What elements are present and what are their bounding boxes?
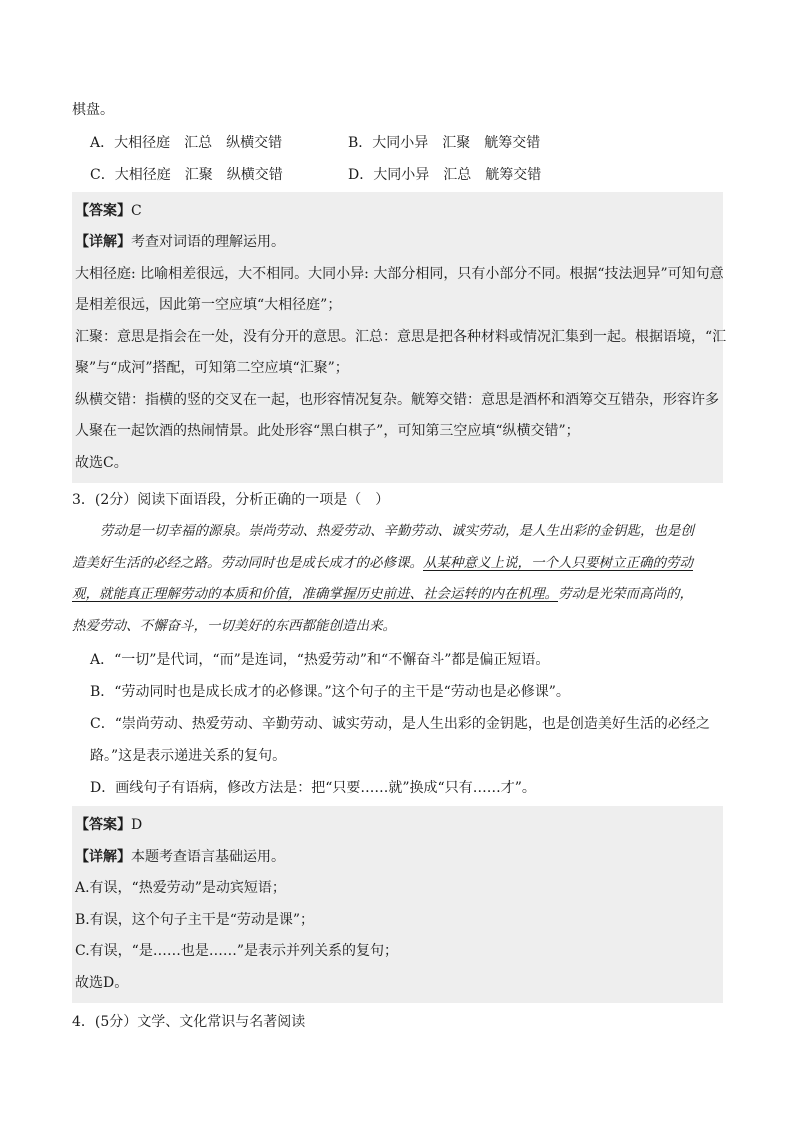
q3-passage	[72, 516, 723, 642]
passage-text: 造美好生活的必经之路。劳动同时也是成长成才的必修课。	[72, 554, 423, 571]
document-page	[72, 98, 727, 1038]
q4-stem: 4．(5分）文学、文化常识与名著阅读	[72, 1014, 306, 1031]
q2-answer-block	[72, 192, 727, 484]
q3-options	[72, 644, 723, 804]
underlined-sentence: 观，就能真正理解劳动的本质和价值，准确掌握历史前进、社会运转的内在机理。	[72, 586, 558, 603]
q2-options	[72, 128, 723, 192]
q3-stem: 3．(2分）阅读下面语段，分析正确的一项是（ ）	[72, 492, 390, 509]
q2-detail-line: 故选C。	[75, 454, 128, 471]
answer-tag: 【答案】	[75, 817, 131, 834]
q3-option-d: D．画线句子有语病，修改方法是：把“只要……就”换成“只有……才”。	[90, 780, 536, 797]
q3-detail-line: A.有误，“热爱劳动”是动宾短语；	[75, 880, 286, 897]
q3-option-c: C．“崇尚劳动、热爱劳动、辛勤劳动、诚实劳动，是人生出彩的金钥匙，也是创造美好生活的必经之	[90, 716, 710, 733]
q2-detail-line: 汇聚：意思是指会在一处，没有分开的意思。汇总：意思是把各种材料或情况汇集到一起。根据语境，“汇	[75, 328, 727, 345]
q3-option-c-cont: 路。”这是表示递进关系的复句。	[90, 748, 287, 765]
q3-detail-line: C.有误，“是……也是……”是表示并列关系的复句；	[75, 943, 398, 960]
q2-option-c: C．大相径庭 汇聚 纵横交错	[90, 166, 283, 183]
underlined-sentence: 从某种意义上说，一个人只要树立正确的劳动	[423, 554, 693, 571]
q3-answer-line	[75, 810, 720, 842]
q3-detail-line: 故选D。	[75, 974, 129, 991]
q2-answer: C	[131, 202, 142, 219]
q2-option-a: A．大相径庭 汇总 纵横交错	[90, 135, 283, 151]
q2-detail-line: 人聚在一起饮酒的热闹情景。此处形容“黑白棋子”，可知第三空应填“纵横交错”；	[75, 423, 580, 440]
q3-option-b: B．“劳动同时也是成长成才的必修课。”这个句子的主干是“劳动也是必修课”。	[90, 684, 570, 701]
q2-detail-intro: 考查对词语的理解运用。	[131, 234, 285, 251]
q2-answer-line	[75, 196, 720, 228]
q2-option-row-2	[72, 160, 723, 192]
q2-option-b: B．大同小异 汇聚 觥筹交错	[348, 135, 541, 151]
passage-line	[72, 579, 723, 611]
q2-detail-line: 大相径庭: 比喻相差很远，大不相同。大同小异: 大部分相同，只有小部分不同。根据“技法迥异”可知句意	[75, 265, 724, 282]
q3-detail-intro-line	[75, 842, 720, 874]
passage-line: 热爱劳动、不懈奋斗，一切美好的东西都能创造出来。	[72, 617, 396, 634]
q2-option-d: D．大同小异 汇总 觥筹交错	[348, 166, 542, 183]
q2-detail-line: 聚”与“成河”搭配，可知第二空应填“汇聚”；	[75, 360, 349, 377]
q2-detail-intro-line	[75, 227, 720, 259]
top-fragment: 棋盘。	[72, 102, 114, 118]
answer-tag: 【答案】	[75, 202, 131, 219]
q3-option-a: A．“一切”是代词，“而”是连词，“热爱劳动”和“不懈奋斗”都是偏正短语。	[90, 652, 550, 669]
q3-detail-line: B.有误，这个句子主干是“劳动是课”；	[75, 911, 315, 928]
q2-detail-line: 是相差很远，因此第一空应填“大相径庭”；	[75, 297, 342, 314]
q3-detail-intro: 本题考查语言基础运用。	[131, 848, 285, 865]
passage-line: 劳动是一切幸福的源泉。崇尚劳动、热爱劳动、辛勤劳动、诚实劳动，是人生出彩的金钥匙，也是创	[100, 523, 694, 540]
q2-option-row-1	[72, 128, 723, 160]
passage-text: 劳动是光荣而高尚的，	[558, 586, 693, 603]
q2-detail-line: 纵横交错：指横的竖的交叉在一起，也形容情况复杂。觥筹交错：意思是酒杯和酒筹交互错杂，形容许多	[75, 391, 719, 408]
detail-tag: 【详解】	[75, 848, 131, 865]
detail-tag: 【详解】	[75, 234, 131, 251]
passage-line	[72, 548, 723, 580]
q3-answer-block	[72, 806, 723, 1003]
q3-answer: D	[131, 817, 143, 834]
